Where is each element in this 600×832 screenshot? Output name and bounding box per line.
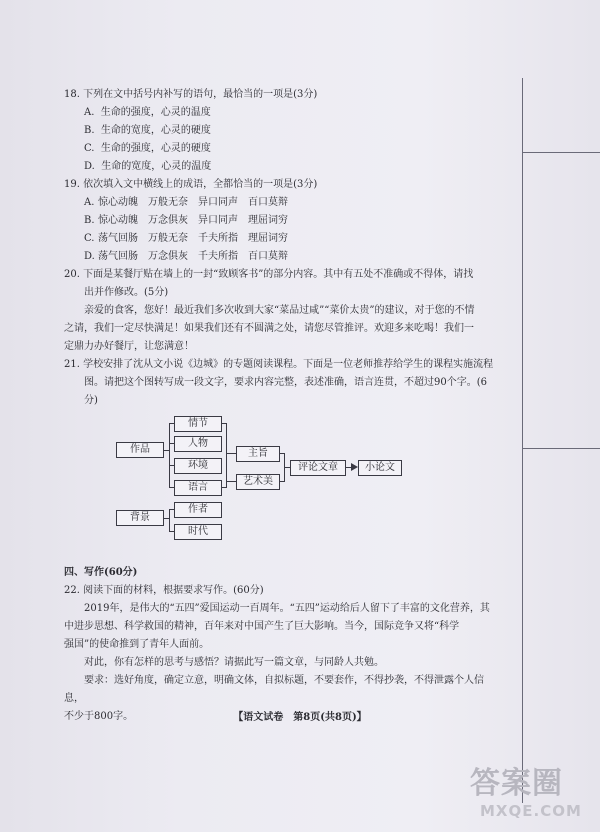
watermark-logo	[468, 758, 592, 824]
node-artistry: 艺术美	[236, 474, 280, 490]
node-environment: 环境	[174, 458, 222, 474]
page-footer: 【语文试卷 第8页(共8页)】	[233, 712, 367, 723]
question-19-stem: 19. 依次填入文中横线上的成语，全都恰当的一项是(3分)	[64, 179, 318, 190]
node-works: 作品	[116, 442, 164, 458]
node-background: 背景	[116, 510, 164, 526]
connector	[226, 423, 227, 488]
question-20-passage: 定鼎力办好餐厅，让您满意！	[64, 341, 194, 352]
node-language: 语言	[174, 480, 222, 496]
question-18-option: D. 生命的宽度，心灵的温度	[84, 161, 212, 172]
question-19-option-b: B. 惊心动魄 万念俱灰 异口同声 理屈词穷	[84, 215, 288, 226]
question-22-requirements: 不少于800字。	[64, 711, 134, 722]
connector	[284, 467, 290, 468]
node-plot: 情节	[174, 416, 222, 432]
arrow-head	[351, 463, 358, 471]
connector	[169, 423, 170, 488]
connector	[169, 487, 174, 488]
question-20-passage: 之请，我们一定尽快满足！如果我们还有不圆满之处，请您尽管推评。欢迎多来吃喝！我们一	[64, 323, 474, 334]
question-18-stem: 18. 下列在文中括号内补写的语句，最恰当的一项是(3分)	[64, 89, 318, 100]
question-22-prompt: 对此，你有怎样的思考与感悟？请据此写一篇文章，与同龄人共勉。	[84, 657, 384, 668]
question-20-stem-cont: 出并作修改。(5分)	[84, 287, 169, 298]
connector	[169, 509, 174, 510]
section-heading-writing: 四、写作(60分)	[64, 567, 138, 578]
node-review: 评论文章	[290, 460, 346, 476]
connector	[169, 465, 174, 466]
exam-content	[64, 86, 496, 726]
question-19-option-c: C. 荡气回肠 万般无奈 千夫所指 理屈词穷	[84, 233, 288, 244]
question-22-material: 强国”的使命推到了青年人面前。	[64, 639, 210, 650]
node-author: 作者	[174, 502, 222, 518]
question-20-stem: 20. 下面是某餐厅贴在墙上的一封“致顾客书”的部分内容。其中有五处不准确或不得体，请找	[64, 269, 474, 280]
question-18-option: C. 生命的强度，心灵的硬度	[84, 143, 211, 154]
question-19-option-d: D. 荡气回肠 万念俱灰 千夫所指 百口莫辩	[84, 251, 288, 262]
question-18-option: A. 生命的强度，心灵的温度	[84, 107, 211, 118]
course-flowchart	[64, 416, 496, 556]
node-theme: 主旨	[236, 446, 280, 462]
node-essay: 小论文	[358, 460, 402, 476]
connector	[169, 423, 174, 424]
margin-rule	[522, 152, 600, 153]
question-21-stem: 21. 学校安排了沈从文小说《边城》的专题阅读课程。下面是一位老师推荐给学生的课程实施流程	[64, 359, 494, 370]
margin-rule	[522, 78, 523, 803]
connector	[169, 531, 174, 532]
watermark-url: MXQE.COM	[480, 802, 582, 820]
question-22-material: 中进步思想、科学救国的精神，百年来对中国产生了巨大影响。当今，国际竞争又将“科学	[64, 621, 460, 632]
watermark-text: 答案圈	[470, 766, 563, 801]
question-22-requirements: 要求：选好角度，确定立意，明确文体，自拟标题，不要套作，不得抄袭，不得泄露个人信息，	[64, 675, 484, 704]
question-18-option: B. 生命的宽度，心灵的硬度	[84, 125, 211, 136]
connector	[226, 481, 236, 482]
margin-rule	[522, 448, 600, 449]
connector	[226, 453, 236, 454]
question-21-stem-cont: 图。请把这个图转写成一段文字，要求内容完整，表述准确，语言连贯，不超过90个字。(6分)	[84, 377, 487, 406]
connector	[169, 509, 170, 532]
question-22-material: 2019年，是伟大的“五四”爱国运动一百周年。“五四”运动给后人留下了丰富的文化营养，其	[84, 603, 490, 614]
connector	[169, 443, 174, 444]
node-era: 时代	[174, 524, 222, 540]
node-characters: 人物	[174, 436, 222, 452]
question-19-option-a: A. 惊心动魄 万般无奈 异口同声 百口莫辩	[84, 197, 288, 208]
question-20-passage: 亲爱的食客，您好！最近我们多次收到大家“菜品过咸”“菜价太贵”的建议，对于您的不情	[84, 305, 475, 316]
question-22-stem: 22. 阅读下面的材料，根据要求写作。(60分)	[64, 585, 264, 596]
